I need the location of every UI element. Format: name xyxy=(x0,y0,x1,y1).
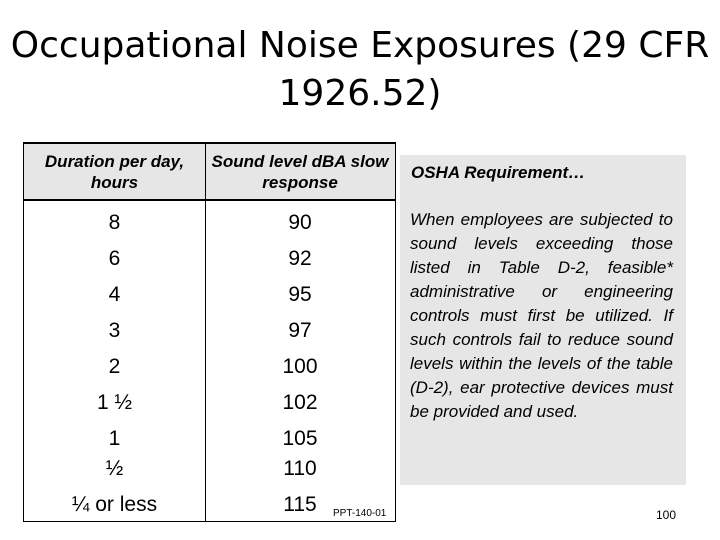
table-row xyxy=(24,313,395,349)
duration-cell: 3 xyxy=(108,319,121,342)
slide-title-line-1: Occupational Noise Exposures (29 CFR xyxy=(10,25,710,66)
osha-heading: OSHA Requirement… xyxy=(411,163,586,182)
header-sound-level: Sound level dBA slow response xyxy=(211,151,389,192)
duration-cell: 1 ½ xyxy=(96,391,133,414)
table-row xyxy=(24,385,395,421)
table-row xyxy=(24,205,395,241)
sound-level-cell: 95 xyxy=(288,283,312,306)
sound-level-cell: 115 xyxy=(283,493,317,516)
sound-level-cell: 92 xyxy=(288,247,312,270)
sound-level-cell: 100 xyxy=(282,355,318,378)
sound-level-cell: 110 xyxy=(283,457,317,480)
slide-title xyxy=(0,22,720,118)
table-row xyxy=(24,451,395,487)
page-number: 100 xyxy=(656,508,677,522)
sound-level-cell: 90 xyxy=(288,211,312,234)
slide-title-line-2: 1926.52) xyxy=(278,73,442,114)
sound-level-cell: 97 xyxy=(288,319,312,342)
noise-exposure-table xyxy=(23,142,396,522)
duration-cell: 4 xyxy=(108,283,121,306)
osha-requirement-text: When employees are subjected to sound levels exceeding those listed in Table D-2, feasible* administrative or engineering controls must first be utilized. If such controls fail to reduce sound levels within the levels of the table (D-2), ear protective devices must be provided and used. xyxy=(410,210,673,421)
duration-cell: 6 xyxy=(108,247,121,270)
table-header xyxy=(24,142,395,201)
header-duration: Duration per day, hours xyxy=(44,151,185,192)
table-row xyxy=(24,277,395,313)
table-row xyxy=(24,241,395,277)
sound-level-cell: 102 xyxy=(282,391,318,414)
duration-cell: 8 xyxy=(108,211,121,234)
osha-requirement-panel xyxy=(400,155,686,485)
duration-cell: 1 xyxy=(108,427,121,450)
duration-cell: 2 xyxy=(108,355,121,378)
slide-code: PPT-140-01 xyxy=(333,508,387,519)
table-row xyxy=(24,349,395,385)
column-divider xyxy=(205,142,206,201)
duration-cell: ½ xyxy=(105,457,124,480)
duration-cell: ¼ or less xyxy=(71,493,158,516)
sound-level-cell: 105 xyxy=(282,427,318,450)
